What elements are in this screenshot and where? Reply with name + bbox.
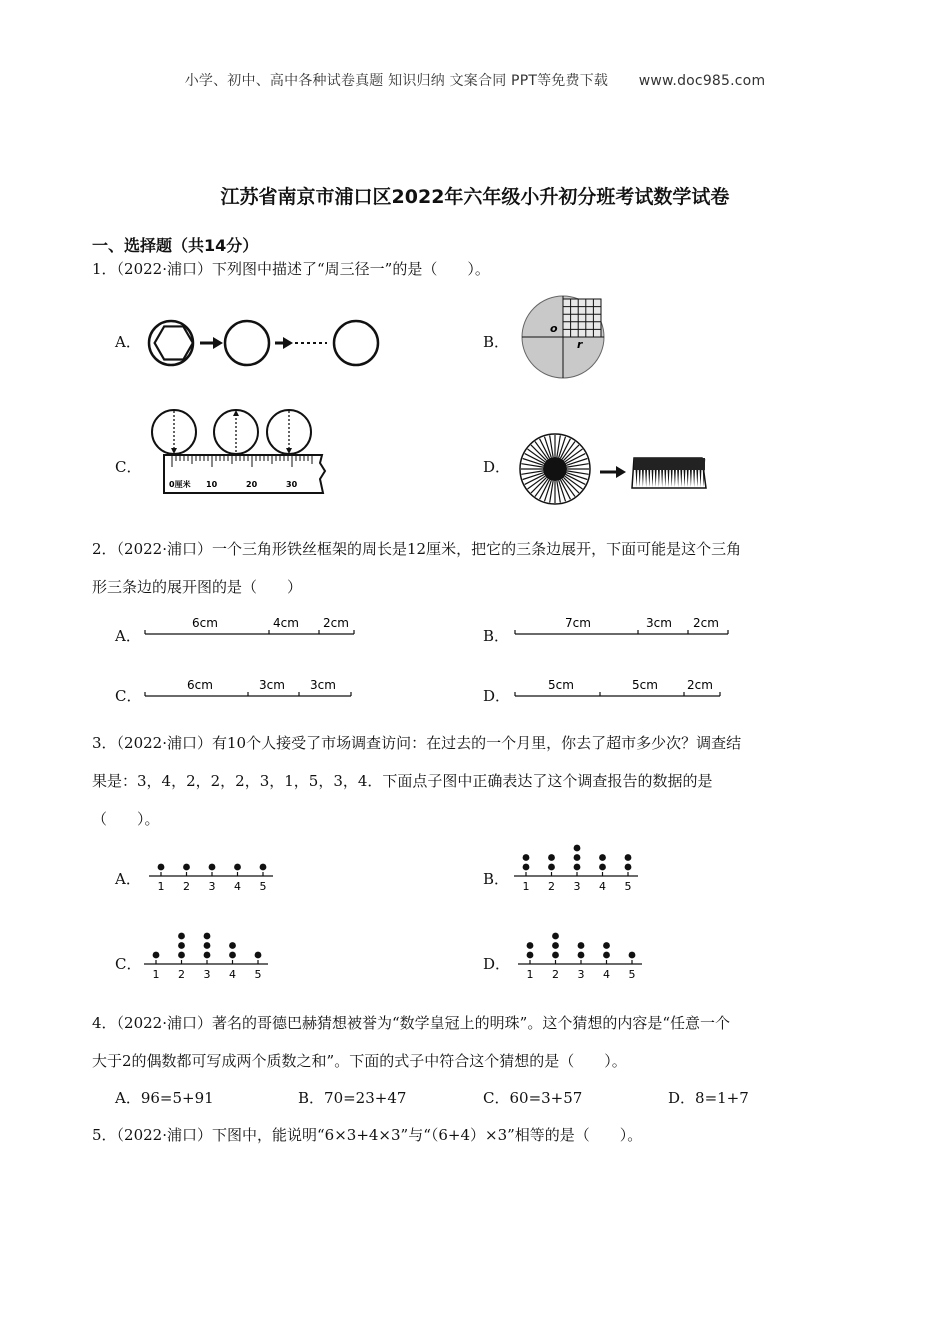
q2-b-seg-2: 3cm	[646, 616, 672, 630]
question-1-number: 1．	[92, 260, 117, 278]
axis-label: 5	[628, 968, 636, 981]
dot	[599, 854, 606, 861]
question-4	[92, 1004, 862, 1080]
dot	[574, 864, 581, 871]
dot	[552, 952, 559, 959]
question-3-text-1: （2022·浦口）有10个人接受了市场调查访问：在过去的一个月里，你去了超市多少次？调查结	[116, 734, 742, 752]
dot	[599, 864, 606, 871]
dot	[260, 864, 267, 871]
question-3-line-3: （ ）。	[92, 810, 160, 828]
axis-label: 2	[178, 968, 185, 981]
header-site[interactable]: www.doc985.com	[638, 73, 766, 89]
q4-option-b-letter: B．	[298, 1089, 325, 1107]
dot	[204, 942, 211, 949]
q3-option-b-dotplot	[510, 840, 650, 898]
question-3	[92, 724, 862, 838]
q2-option-a-figure	[140, 612, 360, 642]
axis-label: 1	[152, 968, 160, 981]
q2-option-b-figure	[510, 612, 735, 642]
dot	[574, 854, 581, 861]
question-1-text: （2022·浦口）下列图中描述了“周三径一”的是（ ）。	[116, 260, 490, 278]
axis-label: 3	[208, 880, 216, 893]
dot	[234, 864, 241, 871]
axis-label: 2	[183, 880, 190, 893]
q1-c-ruler-10: 10	[206, 480, 218, 489]
axis-label: 1	[522, 880, 530, 893]
q3-option-c-dotplot	[140, 928, 280, 986]
question-3-number: 3．	[92, 734, 117, 752]
q1-option-a-label[interactable]: A．	[115, 333, 141, 351]
q1-option-d-label[interactable]: D．	[483, 458, 511, 476]
dot	[574, 845, 581, 852]
dot	[523, 864, 530, 871]
dot	[204, 933, 211, 940]
question-2-number: 2．	[92, 540, 117, 558]
axis-label: 4	[603, 968, 610, 981]
q2-option-c-label[interactable]: C．	[115, 687, 142, 705]
question-2-line-1	[92, 530, 862, 568]
dot	[629, 952, 636, 959]
q1-option-a-figure	[145, 316, 385, 372]
question-2-line-2: 形三条边的展开图的是（ ）	[92, 578, 303, 596]
page-header	[0, 70, 950, 90]
q2-a-seg-2: 4cm	[273, 616, 299, 630]
dot	[209, 864, 216, 871]
q1-option-b-label[interactable]: B．	[483, 333, 510, 351]
q3-option-d-dotplot	[514, 928, 654, 986]
axis-label: 1	[157, 880, 165, 893]
dot	[527, 952, 534, 959]
axis-label: 2	[552, 968, 559, 981]
q3-option-c-label[interactable]: C．	[115, 955, 142, 973]
axis-label: 5	[254, 968, 262, 981]
q1-option-c-figure	[144, 405, 330, 497]
dot	[578, 942, 585, 949]
question-2	[92, 530, 862, 606]
q2-d-seg-2: 5cm	[632, 678, 658, 692]
axis-label: 4	[234, 880, 241, 893]
q1-option-c-label[interactable]: C．	[115, 458, 142, 476]
dot	[178, 933, 185, 940]
document-title: 江苏省南京市浦口区2022年六年级小升初分班考试数学试卷	[220, 186, 730, 208]
header-tagline: 小学、初中、高中各种试卷真题 知识归纳 文案合同 PPT等免费下载	[184, 73, 609, 89]
axis-label: 2	[548, 880, 555, 893]
dot	[552, 942, 559, 949]
q2-a-seg-1: 6cm	[192, 616, 218, 630]
dot	[603, 952, 610, 959]
q4-option-a-text: 96=5+91	[140, 1089, 214, 1107]
q4-option-d-letter: D．	[668, 1089, 696, 1107]
dot	[548, 854, 555, 861]
q2-option-a-label[interactable]: A．	[115, 627, 141, 645]
question-5-number: 5．	[92, 1126, 117, 1144]
dot	[183, 864, 190, 871]
dot	[204, 952, 211, 959]
q2-c-seg-2: 3cm	[259, 678, 285, 692]
section-heading: 一、选择题（共14分）	[92, 236, 259, 255]
dot	[548, 864, 555, 871]
axis-label: 3	[573, 880, 581, 893]
q2-b-seg-1: 7cm	[565, 616, 591, 630]
question-1	[92, 258, 490, 279]
q2-a-seg-3: 2cm	[323, 616, 349, 630]
dot	[625, 864, 632, 871]
q4-option-a-letter: A．	[115, 1089, 141, 1107]
axis-label: 1	[526, 968, 534, 981]
dot	[578, 952, 585, 959]
q4-option-a[interactable]	[115, 1087, 214, 1108]
axis-label: 5	[259, 880, 267, 893]
q2-c-seg-3: 3cm	[310, 678, 336, 692]
question-5-text: （2022·浦口）下图中，能说明“6×3+4×3”与“（6+4）×3”相等的是（ ）。	[116, 1126, 643, 1144]
q3-option-a-label[interactable]: A．	[115, 870, 141, 888]
dot	[552, 933, 559, 940]
q1-b-label-r: r	[577, 338, 583, 351]
q2-b-seg-3: 2cm	[693, 616, 719, 630]
question-4-number: 4．	[92, 1014, 117, 1032]
question-4-line-2: 大于2的偶数都可写成两个质数之和”。下面的式子中符合这个猜想的是（ ）。	[92, 1052, 627, 1070]
question-2-text-1: （2022·浦口）一个三角形铁丝框架的周长是12厘米，把它的三条边展开，下面可能是这个三角	[116, 540, 742, 558]
q1-c-ruler-0: 0厘米	[169, 480, 191, 489]
dot	[178, 952, 185, 959]
question-3-line-2: 果是：3，4，2，2，2，3，1，5，3，4．下面点子图中正确表达了这个调查报告的数据的是	[92, 772, 713, 790]
question-4-text-1: （2022·浦口）著名的哥德巴赫猜想被誉为“数学皇冠上的明珠”。这个猜想的内容是“任意一个	[116, 1014, 730, 1032]
dot	[603, 942, 610, 949]
axis-label: 4	[599, 880, 606, 893]
q1-c-ruler-30: 30	[286, 480, 298, 489]
dot	[229, 952, 236, 959]
q2-d-seg-1: 5cm	[548, 678, 574, 692]
axis-label: 3	[577, 968, 585, 981]
q2-c-seg-1: 6cm	[187, 678, 213, 692]
dot	[178, 942, 185, 949]
axis-label: 5	[624, 880, 632, 893]
q4-option-b-text: 70=23+47	[324, 1089, 407, 1107]
dot	[625, 854, 632, 861]
axis-label: 4	[229, 968, 236, 981]
question-3-line-1	[92, 724, 862, 762]
q4-option-c[interactable]	[483, 1087, 582, 1108]
q4-option-c-letter: C．	[483, 1089, 510, 1107]
q2-option-d-label[interactable]: D．	[483, 687, 511, 705]
q4-option-b[interactable]	[298, 1087, 406, 1108]
dot	[153, 952, 160, 959]
question-4-line-1	[92, 1004, 862, 1042]
question-5	[92, 1124, 642, 1145]
q3-option-b-label[interactable]: B．	[483, 870, 510, 888]
q1-option-b-figure	[518, 292, 608, 382]
q2-option-d-figure	[510, 674, 735, 704]
q1-option-d-figure	[518, 432, 713, 507]
q3-option-a-dotplot	[145, 840, 285, 898]
q1-b-label-o: o	[550, 322, 558, 335]
q2-option-b-label[interactable]: B．	[483, 627, 510, 645]
q4-option-c-text: 60=3+57	[509, 1089, 583, 1107]
q4-option-d[interactable]	[668, 1087, 749, 1108]
dot	[229, 942, 236, 949]
q2-option-c-figure	[140, 674, 360, 704]
dot	[527, 942, 534, 949]
q2-d-seg-3: 2cm	[687, 678, 713, 692]
dot	[158, 864, 165, 871]
q1-c-ruler-20: 20	[246, 480, 258, 489]
axis-label: 3	[203, 968, 211, 981]
dot	[255, 952, 262, 959]
q3-option-d-label[interactable]: D．	[483, 955, 511, 973]
dot	[523, 854, 530, 861]
q4-option-d-text: 8=1+7	[695, 1089, 749, 1107]
